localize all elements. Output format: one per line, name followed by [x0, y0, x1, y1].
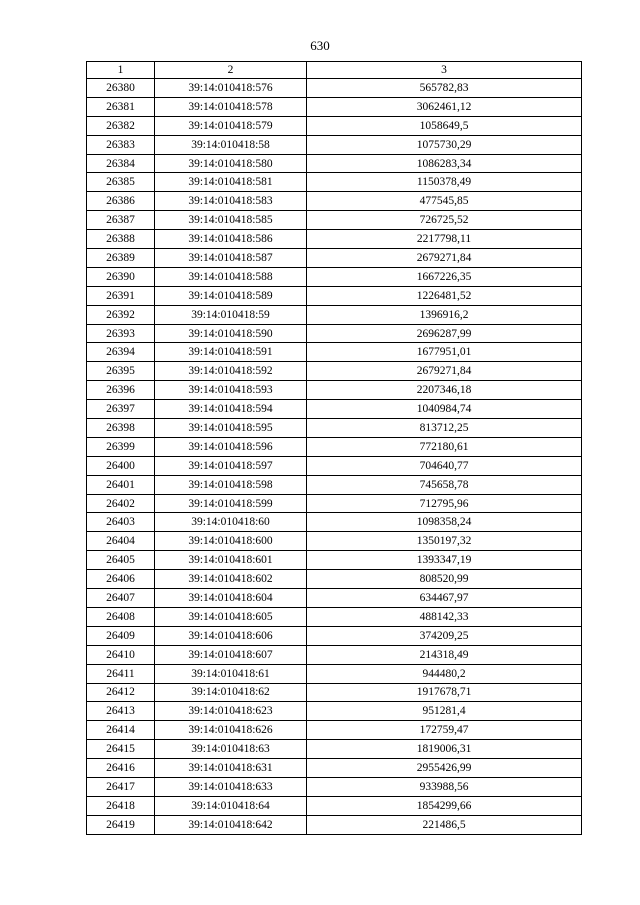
- row-number-cell: 26416: [87, 759, 155, 778]
- cadastral-number-cell: 39:14:010418:591: [155, 343, 307, 362]
- row-number-cell: 26398: [87, 419, 155, 438]
- cadastral-number-cell: 39:14:010418:601: [155, 551, 307, 570]
- value-cell: 2955426,99: [307, 759, 582, 778]
- row-number-cell: 26388: [87, 230, 155, 249]
- value-cell: 813712,25: [307, 419, 582, 438]
- value-cell: 712795,96: [307, 494, 582, 513]
- value-cell: 1098358,24: [307, 513, 582, 532]
- row-number-cell: 26390: [87, 267, 155, 286]
- row-number-cell: 26418: [87, 796, 155, 815]
- table-row: [87, 381, 582, 400]
- value-cell: 2679271,84: [307, 362, 582, 381]
- cadastral-number-cell: 39:14:010418:626: [155, 721, 307, 740]
- table-row: [87, 683, 582, 702]
- value-cell: 808520,99: [307, 570, 582, 589]
- cadastral-number-cell: 39:14:010418:589: [155, 286, 307, 305]
- row-number-cell: 26386: [87, 192, 155, 211]
- cadastral-number-cell: 39:14:010418:590: [155, 324, 307, 343]
- table-row: [87, 437, 582, 456]
- value-cell: 704640,77: [307, 456, 582, 475]
- table-row: [87, 626, 582, 645]
- table-row: [87, 343, 582, 362]
- cadastral-number-cell: 39:14:010418:600: [155, 532, 307, 551]
- value-cell: 951281,4: [307, 702, 582, 721]
- cadastral-number-cell: 39:14:010418:581: [155, 173, 307, 192]
- row-number-cell: 26410: [87, 645, 155, 664]
- value-cell: 772180,61: [307, 437, 582, 456]
- row-number-cell: 26396: [87, 381, 155, 400]
- table-row: [87, 154, 582, 173]
- cadastral-number-cell: 39:14:010418:64: [155, 796, 307, 815]
- table-row: [87, 116, 582, 135]
- value-cell: 172759,47: [307, 721, 582, 740]
- value-cell: 3062461,12: [307, 97, 582, 116]
- cadastral-number-cell: 39:14:010418:596: [155, 437, 307, 456]
- row-number-cell: 26392: [87, 305, 155, 324]
- cadastral-number-cell: 39:14:010418:597: [155, 456, 307, 475]
- value-cell: 374209,25: [307, 626, 582, 645]
- value-cell: 1350197,32: [307, 532, 582, 551]
- cadastral-number-cell: 39:14:010418:588: [155, 267, 307, 286]
- table-row: [87, 815, 582, 834]
- table-row: [87, 230, 582, 249]
- row-number-cell: 26384: [87, 154, 155, 173]
- cadastral-number-cell: 39:14:010418:594: [155, 400, 307, 419]
- value-cell: 1917678,71: [307, 683, 582, 702]
- value-cell: 1058649,5: [307, 116, 582, 135]
- value-cell: 1677951,01: [307, 343, 582, 362]
- value-cell: 1667226,35: [307, 267, 582, 286]
- table-row: [87, 362, 582, 381]
- table-row: [87, 419, 582, 438]
- value-cell: 1040984,74: [307, 400, 582, 419]
- cadastral-number-cell: 39:14:010418:585: [155, 211, 307, 230]
- value-cell: 933988,56: [307, 777, 582, 796]
- column-header-3: 3: [307, 62, 582, 79]
- table-row: [87, 777, 582, 796]
- value-cell: 1086283,34: [307, 154, 582, 173]
- row-number-cell: 26406: [87, 570, 155, 589]
- cadastral-number-cell: 39:14:010418:63: [155, 740, 307, 759]
- table-row: [87, 607, 582, 626]
- page-number: 630: [310, 38, 330, 53]
- table-row: [87, 475, 582, 494]
- table-row: [87, 456, 582, 475]
- table-body: [87, 79, 582, 835]
- cadastral-number-cell: 39:14:010418:61: [155, 664, 307, 683]
- cadastral-number-cell: 39:14:010418:607: [155, 645, 307, 664]
- value-cell: 1075730,29: [307, 135, 582, 154]
- table-row: [87, 796, 582, 815]
- cadastral-number-cell: 39:14:010418:62: [155, 683, 307, 702]
- table-row: [87, 740, 582, 759]
- table-row: [87, 192, 582, 211]
- value-cell: 2217798,11: [307, 230, 582, 249]
- row-number-cell: 26383: [87, 135, 155, 154]
- cadastral-number-cell: 39:14:010418:579: [155, 116, 307, 135]
- value-cell: 1393347,19: [307, 551, 582, 570]
- row-number-cell: 26393: [87, 324, 155, 343]
- table-row: [87, 324, 582, 343]
- table-row: [87, 645, 582, 664]
- row-number-cell: 26395: [87, 362, 155, 381]
- table-row: [87, 721, 582, 740]
- table-row: [87, 305, 582, 324]
- cadastral-number-cell: 39:14:010418:58: [155, 135, 307, 154]
- cadastral-number-cell: 39:14:010418:59: [155, 305, 307, 324]
- table-row: [87, 249, 582, 268]
- table-row: [87, 570, 582, 589]
- cadastral-number-cell: 39:14:010418:60: [155, 513, 307, 532]
- cadastral-number-cell: 39:14:010418:631: [155, 759, 307, 778]
- table-row: [87, 267, 582, 286]
- row-number-cell: 26387: [87, 211, 155, 230]
- cadastral-number-cell: 39:14:010418:587: [155, 249, 307, 268]
- table-row: [87, 211, 582, 230]
- table-row: [87, 97, 582, 116]
- value-cell: 2679271,84: [307, 249, 582, 268]
- cadastral-number-cell: 39:14:010418:604: [155, 589, 307, 608]
- table-row: [87, 400, 582, 419]
- row-number-cell: 26389: [87, 249, 155, 268]
- row-number-cell: 26412: [87, 683, 155, 702]
- cadastral-number-cell: 39:14:010418:593: [155, 381, 307, 400]
- value-cell: 565782,83: [307, 79, 582, 98]
- row-number-cell: 26385: [87, 173, 155, 192]
- row-number-cell: 26381: [87, 97, 155, 116]
- table-row: [87, 79, 582, 98]
- value-cell: 214318,49: [307, 645, 582, 664]
- table-row: [87, 135, 582, 154]
- row-number-cell: 26405: [87, 551, 155, 570]
- cadastral-number-cell: 39:14:010418:633: [155, 777, 307, 796]
- cadastral-number-cell: 39:14:010418:586: [155, 230, 307, 249]
- cadastral-number-cell: 39:14:010418:642: [155, 815, 307, 834]
- cadastral-number-cell: 39:14:010418:623: [155, 702, 307, 721]
- data-table: [86, 61, 582, 835]
- cadastral-number-cell: 39:14:010418:576: [155, 79, 307, 98]
- value-cell: 1854299,66: [307, 796, 582, 815]
- table-row: [87, 551, 582, 570]
- cadastral-number-cell: 39:14:010418:592: [155, 362, 307, 381]
- cadastral-number-cell: 39:14:010418:580: [155, 154, 307, 173]
- cadastral-number-cell: 39:14:010418:602: [155, 570, 307, 589]
- column-header-2: 2: [155, 62, 307, 79]
- row-number-cell: 26391: [87, 286, 155, 305]
- table-row: [87, 664, 582, 683]
- table-row: [87, 173, 582, 192]
- value-cell: 634467,97: [307, 589, 582, 608]
- row-number-cell: 26409: [87, 626, 155, 645]
- value-cell: 1819006,31: [307, 740, 582, 759]
- table-row: [87, 494, 582, 513]
- row-number-cell: 26400: [87, 456, 155, 475]
- column-header-1: 1: [87, 62, 155, 79]
- value-cell: 944480,2: [307, 664, 582, 683]
- value-cell: 221486,5: [307, 815, 582, 834]
- value-cell: 726725,52: [307, 211, 582, 230]
- table-header-row: [87, 62, 582, 79]
- table-header: [87, 62, 582, 79]
- value-cell: 2207346,18: [307, 381, 582, 400]
- cadastral-number-cell: 39:14:010418:595: [155, 419, 307, 438]
- row-number-cell: 26408: [87, 607, 155, 626]
- row-number-cell: 26380: [87, 79, 155, 98]
- row-number-cell: 26415: [87, 740, 155, 759]
- value-cell: 488142,33: [307, 607, 582, 626]
- table-row: [87, 759, 582, 778]
- row-number-cell: 26394: [87, 343, 155, 362]
- row-number-cell: 26401: [87, 475, 155, 494]
- table-row: [87, 286, 582, 305]
- row-number-cell: 26404: [87, 532, 155, 551]
- value-cell: 745658,78: [307, 475, 582, 494]
- table-row: [87, 532, 582, 551]
- value-cell: 2696287,99: [307, 324, 582, 343]
- table-row: [87, 702, 582, 721]
- value-cell: 1226481,52: [307, 286, 582, 305]
- row-number-cell: 26403: [87, 513, 155, 532]
- row-number-cell: 26419: [87, 815, 155, 834]
- row-number-cell: 26414: [87, 721, 155, 740]
- cadastral-number-cell: 39:14:010418:606: [155, 626, 307, 645]
- row-number-cell: 26402: [87, 494, 155, 513]
- row-number-cell: 26397: [87, 400, 155, 419]
- cadastral-number-cell: 39:14:010418:578: [155, 97, 307, 116]
- row-number-cell: 26417: [87, 777, 155, 796]
- cadastral-number-cell: 39:14:010418:583: [155, 192, 307, 211]
- row-number-cell: 26399: [87, 437, 155, 456]
- row-number-cell: 26411: [87, 664, 155, 683]
- cadastral-number-cell: 39:14:010418:599: [155, 494, 307, 513]
- value-cell: 1396916,2: [307, 305, 582, 324]
- row-number-cell: 26382: [87, 116, 155, 135]
- value-cell: 1150378,49: [307, 173, 582, 192]
- table-row: [87, 513, 582, 532]
- row-number-cell: 26413: [87, 702, 155, 721]
- cadastral-number-cell: 39:14:010418:605: [155, 607, 307, 626]
- row-number-cell: 26407: [87, 589, 155, 608]
- cadastral-number-cell: 39:14:010418:598: [155, 475, 307, 494]
- table-row: [87, 589, 582, 608]
- value-cell: 477545,85: [307, 192, 582, 211]
